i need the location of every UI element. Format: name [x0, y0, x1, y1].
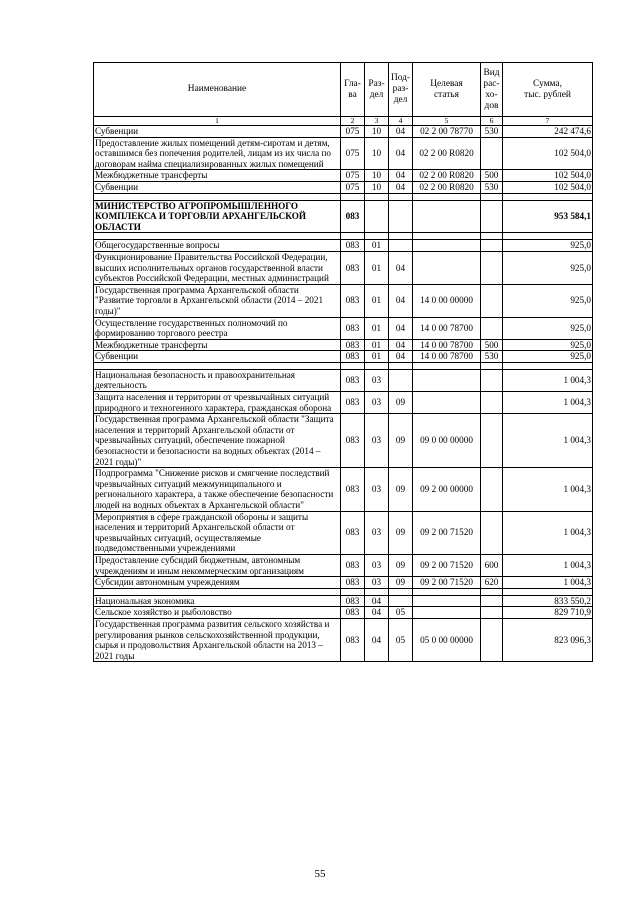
empty-cell: [481, 362, 503, 369]
empty-cell: [413, 362, 481, 369]
table-row: [94, 240, 593, 252]
row-chapter: 083: [341, 414, 365, 468]
row-subsection: [389, 240, 413, 252]
row-name: Межбюджетные трансферты: [94, 170, 341, 182]
row-subsection: 04: [389, 339, 413, 351]
row-chapter: 083: [341, 339, 365, 351]
column-number: 5: [413, 117, 481, 126]
table-row: [94, 317, 593, 339]
empty-cell: [341, 362, 365, 369]
column-number: 3: [365, 117, 389, 126]
row-sum: 925,0: [503, 284, 593, 317]
row-target-article: [413, 595, 481, 607]
empty-cell: [389, 362, 413, 369]
row-section: 10: [365, 181, 389, 193]
row-expense-type: 600: [481, 554, 503, 576]
row-name: Мероприятия в сфере гражданской обороны и защиты населения и территорий Архангельской области от чрезвычайных ситуаций, осуществляемые подведомственными учреждениями: [94, 511, 341, 554]
column-number: 7: [503, 117, 593, 126]
header-expense-type: Вид рас- хо- дов: [481, 63, 503, 117]
row-subsection: 04: [389, 351, 413, 363]
row-sum: 1 004,3: [503, 369, 593, 391]
row-section: 01: [365, 317, 389, 339]
row-name: Субсидии автономным учреждениям: [94, 577, 341, 589]
table-row: [94, 511, 593, 554]
row-expense-type: [481, 618, 503, 661]
row-section: 03: [365, 369, 389, 391]
row-section: 03: [365, 414, 389, 468]
row-expense-type: [481, 595, 503, 607]
row-section: 10: [365, 137, 389, 170]
column-number: 2: [341, 117, 365, 126]
table-row: [94, 595, 593, 607]
row-section: 04: [365, 595, 389, 607]
row-chapter: 083: [341, 369, 365, 391]
table-row: [94, 170, 593, 182]
row-subsection: 05: [389, 618, 413, 661]
row-subsection: 09: [389, 554, 413, 576]
page-number: 55: [314, 868, 326, 880]
row-subsection: 04: [389, 170, 413, 182]
row-expense-type: [481, 317, 503, 339]
row-sum: 1 004,3: [503, 577, 593, 589]
row-name: Общегосударственные вопросы: [94, 240, 341, 252]
table-row: [94, 577, 593, 589]
empty-cell: [413, 588, 481, 595]
row-expense-type: 500: [481, 339, 503, 351]
row-name: Национальная безопасность и правоохранительная деятельность: [94, 369, 341, 391]
row-subsection: [389, 595, 413, 607]
spacer-row: [94, 193, 593, 200]
row-name: Предоставление субсидий бюджетным, автономным учреждениям и иным некоммерческим организациям: [94, 554, 341, 576]
table-row: [94, 181, 593, 193]
column-number-row: [94, 117, 593, 126]
empty-cell: [365, 233, 389, 240]
table-row: [94, 554, 593, 576]
row-name: Субвенции: [94, 181, 341, 193]
row-name: Осуществление государственных полномочий по формированию торгового реестра: [94, 317, 341, 339]
row-name: Государственная программа Архангельской области "Защита населения и территорий Архангельской области от чрезвычайных ситуаций, обеспечение пожарной безопасности и безопасности на водных объектах (2014 – 2021 годы)": [94, 414, 341, 468]
row-expense-type: [481, 414, 503, 468]
row-chapter: 083: [341, 351, 365, 363]
row-expense-type: [481, 607, 503, 619]
table-row: [94, 351, 593, 363]
row-sum: 1 004,3: [503, 414, 593, 468]
empty-cell: [481, 588, 503, 595]
spacer-row: [94, 233, 593, 240]
empty-cell: [365, 362, 389, 369]
row-chapter: 075: [341, 126, 365, 138]
row-sum: 102 504,0: [503, 137, 593, 170]
empty-cell: [503, 193, 593, 200]
empty-cell: [94, 588, 341, 595]
row-sum: 823 096,3: [503, 618, 593, 661]
row-target-article: 14 0 00 78700: [413, 317, 481, 339]
row-sum: 953 584,1: [503, 200, 593, 233]
row-expense-type: [481, 369, 503, 391]
row-section: 03: [365, 554, 389, 576]
row-section: 03: [365, 511, 389, 554]
empty-cell: [341, 193, 365, 200]
row-expense-type: [481, 251, 503, 284]
row-expense-type: 530: [481, 126, 503, 138]
empty-cell: [365, 193, 389, 200]
header-chapter: Гла- ва: [341, 63, 365, 117]
row-target-article: 05 0 00 00000: [413, 618, 481, 661]
empty-cell: [341, 233, 365, 240]
row-subsection: 09: [389, 511, 413, 554]
row-target-article: 02 2 00 R0820: [413, 137, 481, 170]
row-section: 04: [365, 618, 389, 661]
empty-cell: [389, 233, 413, 240]
row-subsection: 09: [389, 414, 413, 468]
row-name: Межбюджетные трансферты: [94, 339, 341, 351]
empty-cell: [503, 233, 593, 240]
row-subsection: 04: [389, 284, 413, 317]
row-subsection: 04: [389, 181, 413, 193]
row-name: Предоставление жилых помещений детям-сиротам и детям, оставшимся без попечения родителей, лицам из их числа по договорам найма специализированных жилых помещений: [94, 137, 341, 170]
row-section: 01: [365, 339, 389, 351]
row-chapter: 083: [341, 317, 365, 339]
row-sum: 1 004,3: [503, 468, 593, 511]
row-subsection: 05: [389, 607, 413, 619]
row-subsection: 09: [389, 392, 413, 414]
empty-cell: [341, 588, 365, 595]
row-chapter: 083: [341, 468, 365, 511]
row-chapter: 075: [341, 170, 365, 182]
empty-cell: [389, 193, 413, 200]
row-expense-type: 530: [481, 181, 503, 193]
row-expense-type: 620: [481, 577, 503, 589]
row-target-article: [413, 240, 481, 252]
row-chapter: 083: [341, 511, 365, 554]
row-section: 04: [365, 607, 389, 619]
row-name: Государственная программа развития сельского хозяйства и регулирования рынков сельскохозяйственной продукции, сырья и продовольствия Архангельской области на 2013 – 2021 годы: [94, 618, 341, 661]
row-expense-type: 500: [481, 170, 503, 182]
row-expense-type: [481, 240, 503, 252]
row-chapter: 083: [341, 607, 365, 619]
row-subsection: 09: [389, 468, 413, 511]
table-row: [94, 126, 593, 138]
table-row: [94, 392, 593, 414]
row-expense-type: [481, 468, 503, 511]
row-target-article: [413, 200, 481, 233]
empty-cell: [94, 193, 341, 200]
empty-cell: [413, 193, 481, 200]
row-section: 01: [365, 351, 389, 363]
row-section: 01: [365, 251, 389, 284]
row-chapter: 083: [341, 554, 365, 576]
row-target-article: 09 2 00 71520: [413, 554, 481, 576]
row-chapter: 075: [341, 181, 365, 193]
row-target-article: 02 2 00 78770: [413, 126, 481, 138]
empty-cell: [481, 233, 503, 240]
row-chapter: 083: [341, 200, 365, 233]
row-name: Субвенции: [94, 351, 341, 363]
row-sum: 925,0: [503, 351, 593, 363]
row-expense-type: 530: [481, 351, 503, 363]
row-name: Субвенции: [94, 126, 341, 138]
table-row: [94, 618, 593, 661]
row-chapter: 083: [341, 618, 365, 661]
row-target-article: 09 2 00 71520: [413, 577, 481, 589]
table-row: [94, 200, 593, 233]
header-sum: Сумма, тыс. рублей: [503, 63, 593, 117]
table-row: [94, 339, 593, 351]
row-subsection: 04: [389, 251, 413, 284]
spacer-row: [94, 362, 593, 369]
table-row: [94, 414, 593, 468]
row-subsection: [389, 369, 413, 391]
header-section: Раз- дел: [365, 63, 389, 117]
row-chapter: 083: [341, 251, 365, 284]
header-name: Наименование: [94, 63, 341, 117]
row-name: Защита населения и территории от чрезвычайных ситуаций природного и техногенного характера, гражданская оборона: [94, 392, 341, 414]
row-chapter: 083: [341, 284, 365, 317]
row-chapter: 083: [341, 595, 365, 607]
row-chapter: 083: [341, 577, 365, 589]
row-section: 01: [365, 240, 389, 252]
row-subsection: 04: [389, 126, 413, 138]
row-sum: 925,0: [503, 251, 593, 284]
empty-cell: [413, 233, 481, 240]
row-sum: 925,0: [503, 339, 593, 351]
row-target-article: 02 2 00 R0820: [413, 181, 481, 193]
empty-cell: [481, 193, 503, 200]
row-target-article: [413, 369, 481, 391]
row-sum: 925,0: [503, 240, 593, 252]
table-row: [94, 284, 593, 317]
row-sum: 833 550,2: [503, 595, 593, 607]
row-sum: 1 004,3: [503, 554, 593, 576]
row-sum: 102 504,0: [503, 181, 593, 193]
row-target-article: 09 0 00 00000: [413, 414, 481, 468]
row-subsection: 09: [389, 577, 413, 589]
table-row: [94, 251, 593, 284]
row-subsection: [389, 200, 413, 233]
row-name: Подпрограмма "Снижение рисков и смягчение последствий чрезвычайных ситуаций межмуниципального и регионального характера, а также обеспечение безопасности людей на водных объектах в Архангельской области": [94, 468, 341, 511]
table-row: [94, 607, 593, 619]
empty-cell: [94, 233, 341, 240]
row-section: 10: [365, 126, 389, 138]
row-section: 10: [365, 170, 389, 182]
row-section: [365, 200, 389, 233]
column-number: 1: [94, 117, 341, 126]
row-target-article: [413, 392, 481, 414]
row-target-article: 02 2 00 R0820: [413, 170, 481, 182]
row-section: 03: [365, 468, 389, 511]
table-row: [94, 468, 593, 511]
row-subsection: 04: [389, 317, 413, 339]
row-expense-type: [481, 284, 503, 317]
budget-table: [93, 62, 593, 662]
header-target-article: Целевая статья: [413, 63, 481, 117]
row-sum: 102 504,0: [503, 170, 593, 182]
row-name: Государственная программа Архангельской области "Развитие торговли в Архангельской области (2014 – 2021 годы)": [94, 284, 341, 317]
column-number: 4: [389, 117, 413, 126]
empty-cell: [365, 588, 389, 595]
row-section: 03: [365, 577, 389, 589]
row-sum: 1 004,3: [503, 511, 593, 554]
row-target-article: [413, 607, 481, 619]
row-sum: 925,0: [503, 317, 593, 339]
row-chapter: 075: [341, 137, 365, 170]
row-chapter: 083: [341, 240, 365, 252]
row-expense-type: [481, 392, 503, 414]
row-sum: 829 710,9: [503, 607, 593, 619]
empty-cell: [94, 362, 341, 369]
row-section: 03: [365, 392, 389, 414]
header-row: [94, 63, 593, 117]
row-target-article: 14 0 00 78700: [413, 351, 481, 363]
row-name: Сельское хозяйство и рыболовство: [94, 607, 341, 619]
header-subsection: Под- раз- дел: [389, 63, 413, 117]
table-row: [94, 369, 593, 391]
table-row: [94, 137, 593, 170]
row-expense-type: [481, 200, 503, 233]
empty-cell: [389, 588, 413, 595]
row-name: Национальная экономика: [94, 595, 341, 607]
spacer-row: [94, 588, 593, 595]
row-name: МИНИСТЕРСТВО АГРОПРОМЫШЛЕННОГО КОМПЛЕКСА И ТОРГОВЛИ АРХАНГЕЛЬСКОЙ ОБЛАСТИ: [94, 200, 341, 233]
row-expense-type: [481, 137, 503, 170]
row-section: 01: [365, 284, 389, 317]
row-sum: 1 004,3: [503, 392, 593, 414]
row-target-article: 09 2 00 71520: [413, 511, 481, 554]
row-chapter: 083: [341, 392, 365, 414]
empty-cell: [503, 588, 593, 595]
row-expense-type: [481, 511, 503, 554]
row-subsection: 04: [389, 137, 413, 170]
row-target-article: 14 0 00 78700: [413, 339, 481, 351]
column-number: 6: [481, 117, 503, 126]
row-target-article: 14 0 00 00000: [413, 284, 481, 317]
row-name: Функционирование Правительства Российской Федерации, высших исполнительных органов государственной власти субъектов Российской Федерации, местных администраций: [94, 251, 341, 284]
row-target-article: [413, 251, 481, 284]
row-target-article: 09 2 00 00000: [413, 468, 481, 511]
row-sum: 242 474,6: [503, 126, 593, 138]
empty-cell: [503, 362, 593, 369]
